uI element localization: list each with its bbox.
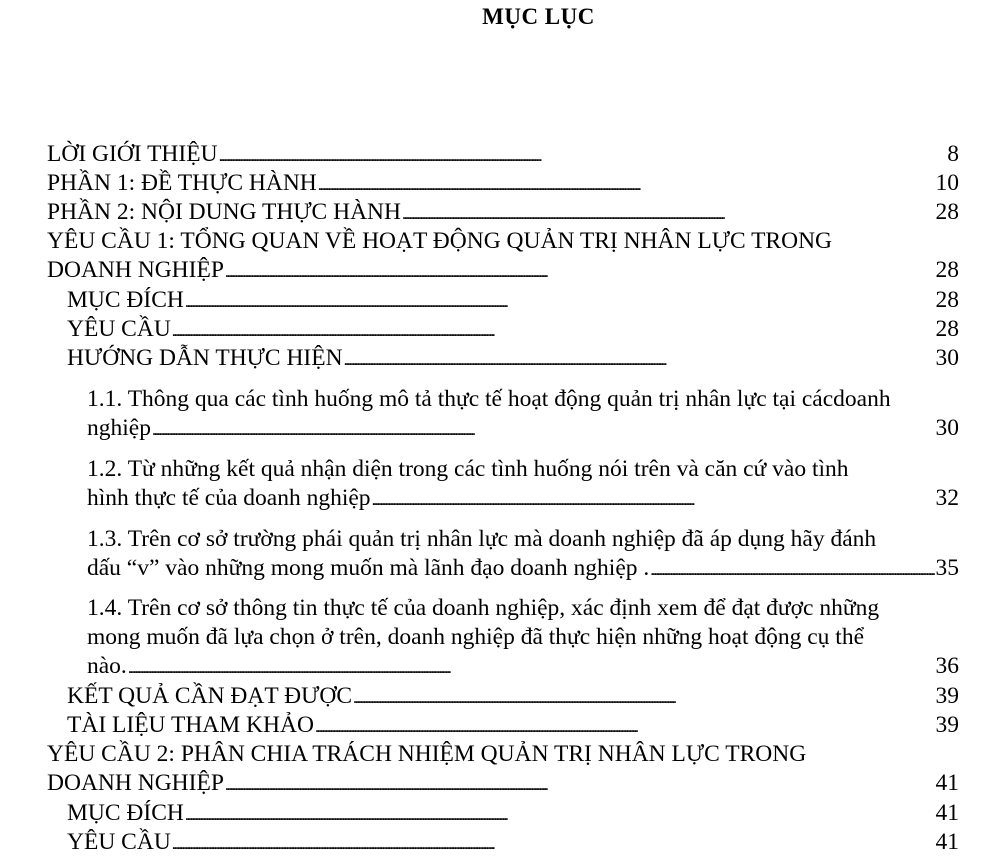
toc-entry-phan-1[interactable] (47, 169, 959, 200)
toc-entry-title: MỤC ĐÍCH (67, 800, 184, 826)
dot-leader (219, 140, 947, 171)
dot-leader (318, 169, 935, 200)
toc-entry-title: TÀI LIỆU THAM KHẢO (67, 712, 314, 738)
toc-entry-title: nào. (87, 653, 127, 679)
toc-entry-muc-dich[interactable] (67, 286, 959, 317)
toc-entry-yeu-cau-2b[interactable] (67, 828, 959, 859)
toc-entry-1-4[interactable] (87, 594, 959, 683)
toc-entry-title: YÊU CẦU (67, 829, 171, 855)
toc-entry-title: hình thực tế của doanh nghiệp (87, 485, 371, 511)
toc-page-number: 36 (935, 653, 959, 679)
toc-entry-title-line: 1.4. Trên cơ sở thông tin thực tế của doanh nghiệp, xác định xem để đạt được những (87, 595, 880, 621)
toc-page-number: 10 (935, 170, 959, 196)
toc-entry-title-line: 1.2. Từ những kết quả nhận diện trong các tình huống nói trên và căn cứ vào tình (87, 456, 849, 482)
toc-entry-huong-dan[interactable] (67, 344, 959, 375)
toc-entry-ket-qua[interactable] (67, 682, 959, 713)
toc-page-number: 39 (935, 683, 959, 709)
toc-page-number: 30 (935, 345, 959, 371)
toc-entry-1-3[interactable] (87, 525, 959, 585)
dot-leader (172, 315, 935, 346)
toc-entry-title: dấu “v” vào những mong muốn mà lãnh đạo doanh nghiệp . (87, 555, 650, 581)
toc-page-number: 8 (947, 141, 959, 167)
toc-page-number: 39 (935, 712, 959, 738)
toc-entry-yeu-cau-2[interactable] (47, 740, 959, 800)
dot-leader (152, 414, 935, 445)
toc-entry-title: YÊU CẦU (67, 316, 171, 342)
toc-entry-1-2[interactable] (87, 455, 959, 515)
dot-leader (225, 256, 935, 287)
dot-leader (402, 198, 935, 229)
page-title: MỤC LỤC (482, 4, 595, 29)
dot-leader (185, 286, 935, 317)
toc-entry-title: nghiệp (87, 415, 151, 441)
toc-entry-title-line: 1.1. Thông qua các tình huống mô tả thực tế hoạt động quản trị nhân lực tại cácdoanh (87, 386, 891, 412)
toc-entry-1-1[interactable] (87, 385, 959, 445)
dot-leader (315, 711, 935, 742)
toc-entry-yeu-cau[interactable] (67, 315, 959, 346)
toc-page-number: 28 (935, 257, 959, 283)
toc-page-number: 30 (935, 415, 959, 441)
dot-leader (650, 554, 934, 585)
toc-entry-title: HƯỚNG DẪN THỰC HIỆN (67, 345, 343, 371)
dot-leader (225, 769, 935, 800)
toc-page-number: 41 (935, 800, 959, 826)
toc-entry-title-line: YÊU CẦU 1: TỔNG QUAN VỀ HOẠT ĐỘNG QUẢN TRỊ NHÂN LỰC TRONG (47, 228, 833, 254)
toc-entry-title: MỤC ĐÍCH (67, 287, 184, 313)
toc-entry-loi-gioi-thieu[interactable] (47, 140, 959, 171)
toc-entry-phan-2[interactable] (47, 198, 959, 229)
toc-entry-title-line: 1.3. Trên cơ sở trường phái quản trị nhân lực mà doanh nghiệp đã áp dụng hãy đánh (87, 526, 877, 552)
toc-page-number: 28 (935, 316, 959, 342)
dot-leader (372, 484, 935, 515)
toc-entry-title: PHẦN 1: ĐỀ THỰC HÀNH (47, 170, 317, 196)
toc-page-number: 32 (935, 485, 959, 511)
toc-entry-title: DOANH NGHIỆP (47, 257, 224, 283)
toc-entry-title-line: YÊU CẦU 2: PHÂN CHIA TRÁCH NHIỆM QUẢN TRỊ NHÂN LỰC TRONG (47, 741, 807, 767)
toc-page-number: 35 (935, 555, 959, 581)
toc-entry-title: PHẦN 2: NỘI DUNG THỰC HÀNH (47, 199, 401, 225)
toc-entry-tai-lieu[interactable] (67, 711, 959, 742)
dot-leader (172, 828, 935, 859)
toc-entry-title: KẾT QUẢ CẦN ĐẠT ĐƯỢC (67, 683, 353, 709)
toc-entry-title: DOANH NGHIỆP (47, 770, 224, 796)
toc-page-number: 41 (935, 770, 959, 796)
toc-page-number: 28 (935, 199, 959, 225)
toc-page-number: 41 (935, 829, 959, 855)
toc-entry-yeu-cau-1[interactable] (47, 227, 959, 287)
toc-entry-title-line: mong muốn đã lựa chọn ở trên, doanh nghiệp đã thực hiện những hoạt động cụ thể (87, 624, 865, 650)
toc-page-number: 28 (935, 287, 959, 313)
dot-leader (353, 682, 934, 713)
dot-leader (128, 652, 935, 683)
dot-leader (344, 344, 935, 375)
toc-entry-title: LỜI GIỚI THIỆU (47, 141, 218, 167)
dot-leader (185, 799, 935, 830)
toc-entry-muc-dich-2[interactable] (67, 799, 959, 830)
